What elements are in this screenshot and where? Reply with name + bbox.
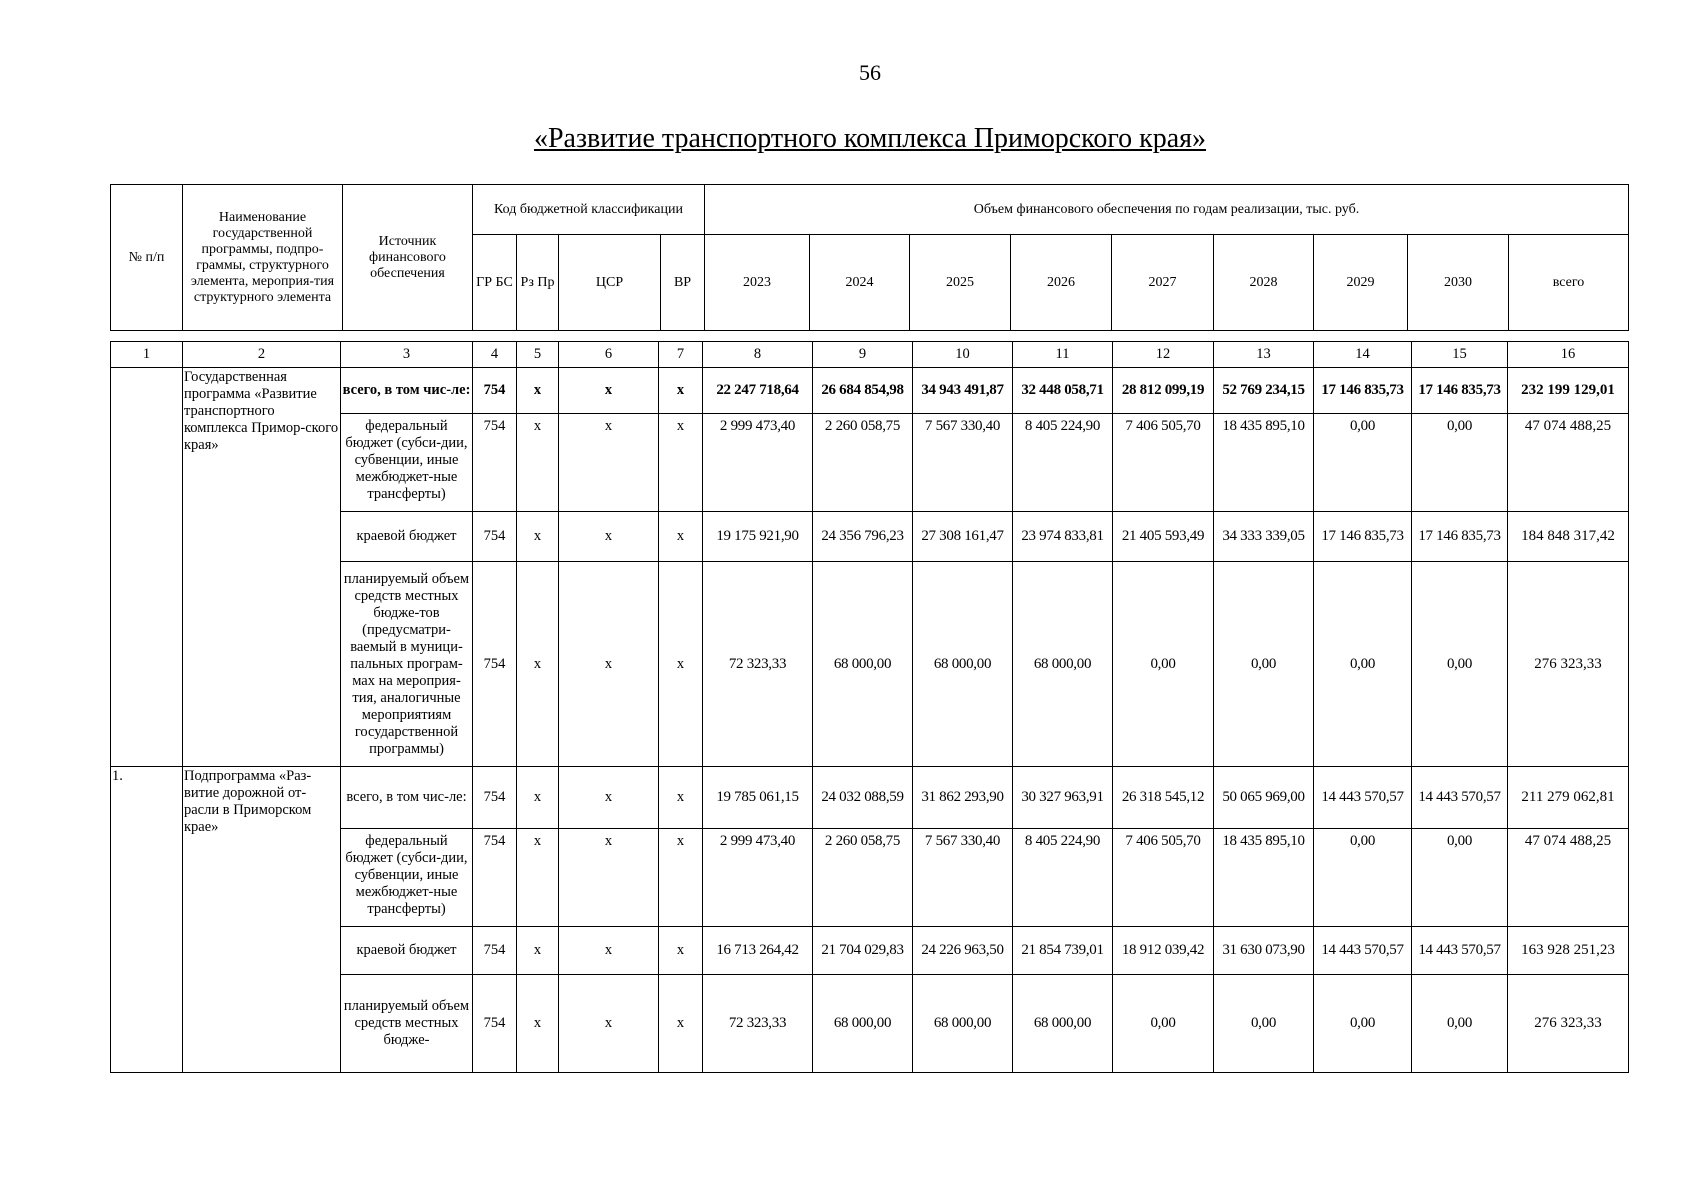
vr-code: х: [659, 767, 703, 829]
year-value: 14 443 570,57: [1314, 767, 1412, 829]
year-value: 21 854 739,01: [1013, 927, 1113, 975]
total-value: 276 323,33: [1508, 975, 1629, 1073]
program-name: Государственная программа «Развитие транспортного комплекса Примор-ского края»: [183, 368, 341, 767]
column-number: 3: [341, 342, 473, 368]
vr-code: х: [659, 975, 703, 1073]
year-value: 30 327 963,91: [1013, 767, 1113, 829]
page-number: 56: [859, 60, 881, 85]
table-row: [111, 767, 1629, 829]
year-value: 0,00: [1412, 414, 1508, 512]
header-year: 2024: [810, 235, 910, 331]
year-value: 0,00: [1314, 414, 1412, 512]
year-value: 7 406 505,70: [1113, 414, 1214, 512]
rzpr-code: х: [517, 368, 559, 414]
year-value: 68 000,00: [913, 975, 1013, 1073]
row-number: 1.: [111, 767, 183, 1073]
vr-code: х: [659, 829, 703, 927]
year-value: 16 713 264,42: [703, 927, 813, 975]
vr-code: х: [659, 368, 703, 414]
header-grbs: ГР БС: [473, 235, 517, 331]
grbs-code: 754: [473, 767, 517, 829]
column-number: 8: [703, 342, 813, 368]
funding-source: краевой бюджет: [341, 512, 473, 562]
column-number: 1: [111, 342, 183, 368]
year-value: 7 567 330,40: [913, 414, 1013, 512]
header-vr: ВР: [661, 235, 705, 331]
total-value: 276 323,33: [1508, 562, 1629, 767]
year-value: 18 435 895,10: [1214, 829, 1314, 927]
year-value: 17 146 835,73: [1314, 512, 1412, 562]
year-value: 0,00: [1314, 975, 1412, 1073]
rzpr-code: х: [517, 512, 559, 562]
header-budget-code: Код бюджетной классификации: [473, 185, 705, 235]
year-value: 2 260 058,75: [813, 414, 913, 512]
year-value: 14 443 570,57: [1412, 767, 1508, 829]
header-total: всего: [1509, 235, 1629, 331]
column-number: 14: [1314, 342, 1412, 368]
grbs-code: 754: [473, 829, 517, 927]
header-no: № п/п: [111, 185, 183, 331]
year-value: 0,00: [1412, 975, 1508, 1073]
year-value: 18 435 895,10: [1214, 414, 1314, 512]
csr-code: х: [559, 512, 659, 562]
rzpr-code: х: [517, 562, 559, 767]
year-value: 24 226 963,50: [913, 927, 1013, 975]
vr-code: х: [659, 562, 703, 767]
year-value: 8 405 224,90: [1013, 414, 1113, 512]
year-value: 8 405 224,90: [1013, 829, 1113, 927]
year-value: 52 769 234,15: [1214, 368, 1314, 414]
grbs-code: 754: [473, 512, 517, 562]
funding-source: краевой бюджет: [341, 927, 473, 975]
year-value: 68 000,00: [913, 562, 1013, 767]
year-value: 0,00: [1314, 562, 1412, 767]
column-number: 16: [1508, 342, 1629, 368]
year-value: 72 323,33: [703, 975, 813, 1073]
year-value: 14 443 570,57: [1412, 927, 1508, 975]
year-value: 2 999 473,40: [703, 829, 813, 927]
grbs-code: 754: [473, 368, 517, 414]
year-value: 31 862 293,90: [913, 767, 1013, 829]
header-rzpr: Рз Пр: [517, 235, 559, 331]
year-value: 21 704 029,83: [813, 927, 913, 975]
year-value: 0,00: [1113, 975, 1214, 1073]
year-value: 50 065 969,00: [1214, 767, 1314, 829]
column-number: 9: [813, 342, 913, 368]
funding-source: федеральный бюджет (субси-дии, субвенции, иные межбюджет-ные трансферты): [341, 829, 473, 927]
rzpr-code: х: [517, 975, 559, 1073]
year-value: 34 333 339,05: [1214, 512, 1314, 562]
year-value: 0,00: [1113, 562, 1214, 767]
year-value: 7 567 330,40: [913, 829, 1013, 927]
year-value: 24 356 796,23: [813, 512, 913, 562]
header-volume: Объем финансового обеспечения по годам реализации, тыс. руб.: [705, 185, 1629, 235]
grbs-code: 754: [473, 927, 517, 975]
column-number: 4: [473, 342, 517, 368]
column-number: 6: [559, 342, 659, 368]
column-number: 13: [1214, 342, 1314, 368]
csr-code: х: [559, 927, 659, 975]
year-value: 31 630 073,90: [1214, 927, 1314, 975]
csr-code: х: [559, 414, 659, 512]
year-value: 17 146 835,73: [1412, 368, 1508, 414]
funding-source: всего, в том чис-ле:: [341, 368, 473, 414]
header-year: 2029: [1314, 235, 1408, 331]
vr-code: х: [659, 512, 703, 562]
rzpr-code: х: [517, 767, 559, 829]
year-value: 17 146 835,73: [1412, 512, 1508, 562]
year-value: 24 032 088,59: [813, 767, 913, 829]
grbs-code: 754: [473, 975, 517, 1073]
column-number: 12: [1113, 342, 1214, 368]
funding-source: федеральный бюджет (субси-дии, субвенции, иные межбюджет-ные трансферты): [341, 414, 473, 512]
column-number-row: [111, 342, 1629, 368]
column-number: 7: [659, 342, 703, 368]
column-number: 10: [913, 342, 1013, 368]
year-value: 0,00: [1412, 562, 1508, 767]
header-csr: ЦСР: [559, 235, 661, 331]
program-name: Подпрограмма «Раз-витие дорожной от-расли в Приморском крае»: [183, 767, 341, 1073]
year-value: 34 943 491,87: [913, 368, 1013, 414]
header-year: 2030: [1408, 235, 1509, 331]
column-number: 15: [1412, 342, 1508, 368]
grbs-code: 754: [473, 562, 517, 767]
year-value: 0,00: [1214, 562, 1314, 767]
csr-code: х: [559, 562, 659, 767]
total-value: 211 279 062,81: [1508, 767, 1629, 829]
year-value: 72 323,33: [703, 562, 813, 767]
grbs-code: 754: [473, 414, 517, 512]
year-value: 21 405 593,49: [1113, 512, 1214, 562]
year-value: 23 974 833,81: [1013, 512, 1113, 562]
rzpr-code: х: [517, 414, 559, 512]
rzpr-code: х: [517, 829, 559, 927]
year-value: 17 146 835,73: [1314, 368, 1412, 414]
csr-code: х: [559, 975, 659, 1073]
csr-code: х: [559, 829, 659, 927]
csr-code: х: [559, 767, 659, 829]
total-value: 184 848 317,42: [1508, 512, 1629, 562]
year-value: 22 247 718,64: [703, 368, 813, 414]
total-value: 163 928 251,23: [1508, 927, 1629, 975]
row-number: [111, 368, 183, 767]
total-value: 47 074 488,25: [1508, 829, 1629, 927]
vr-code: х: [659, 414, 703, 512]
year-value: 0,00: [1412, 829, 1508, 927]
column-number: 11: [1013, 342, 1113, 368]
funding-source: планируемый объем средств местных бюдже-: [341, 975, 473, 1073]
header-year: 2028: [1214, 235, 1314, 331]
data-table: [110, 341, 1629, 1073]
year-value: 19 175 921,90: [703, 512, 813, 562]
year-value: 68 000,00: [1013, 975, 1113, 1073]
header-year: 2026: [1011, 235, 1112, 331]
year-value: 26 318 545,12: [1113, 767, 1214, 829]
year-value: 2 260 058,75: [813, 829, 913, 927]
document-title: «Развитие транспортного комплекса Приморского края»: [533, 123, 1207, 154]
year-value: 68 000,00: [813, 975, 913, 1073]
total-value: 232 199 129,01: [1508, 368, 1629, 414]
year-value: 7 406 505,70: [1113, 829, 1214, 927]
header-year: 2023: [705, 235, 810, 331]
column-number: 5: [517, 342, 559, 368]
year-value: 19 785 061,15: [703, 767, 813, 829]
year-value: 14 443 570,57: [1314, 927, 1412, 975]
total-value: 47 074 488,25: [1508, 414, 1629, 512]
rzpr-code: х: [517, 927, 559, 975]
funding-source: всего, в том чис-ле:: [341, 767, 473, 829]
year-value: 0,00: [1314, 829, 1412, 927]
table-row: [111, 368, 1629, 414]
header-table: [110, 184, 1629, 331]
year-value: 18 912 039,42: [1113, 927, 1214, 975]
funding-source: планируемый объем средств местных бюдже-тов (предусматри-ваемый в муници-пальных програм-мах на мероприя-тия, аналогичные мероприятиям государственной программы): [341, 562, 473, 767]
year-value: 2 999 473,40: [703, 414, 813, 512]
year-value: 0,00: [1214, 975, 1314, 1073]
year-value: 68 000,00: [1013, 562, 1113, 767]
year-value: 32 448 058,71: [1013, 368, 1113, 414]
header-source: Источник финансового обеспечения: [343, 185, 473, 331]
header-year: 2025: [910, 235, 1011, 331]
year-value: 28 812 099,19: [1113, 368, 1214, 414]
header-year: 2027: [1112, 235, 1214, 331]
header-name: Наименование государственной программы, подпро-граммы, структурного элемента, мероприя-тия структурного элемента: [183, 185, 343, 331]
column-number: 2: [183, 342, 341, 368]
year-value: 27 308 161,47: [913, 512, 1013, 562]
year-value: 26 684 854,98: [813, 368, 913, 414]
vr-code: х: [659, 927, 703, 975]
csr-code: х: [559, 368, 659, 414]
year-value: 68 000,00: [813, 562, 913, 767]
